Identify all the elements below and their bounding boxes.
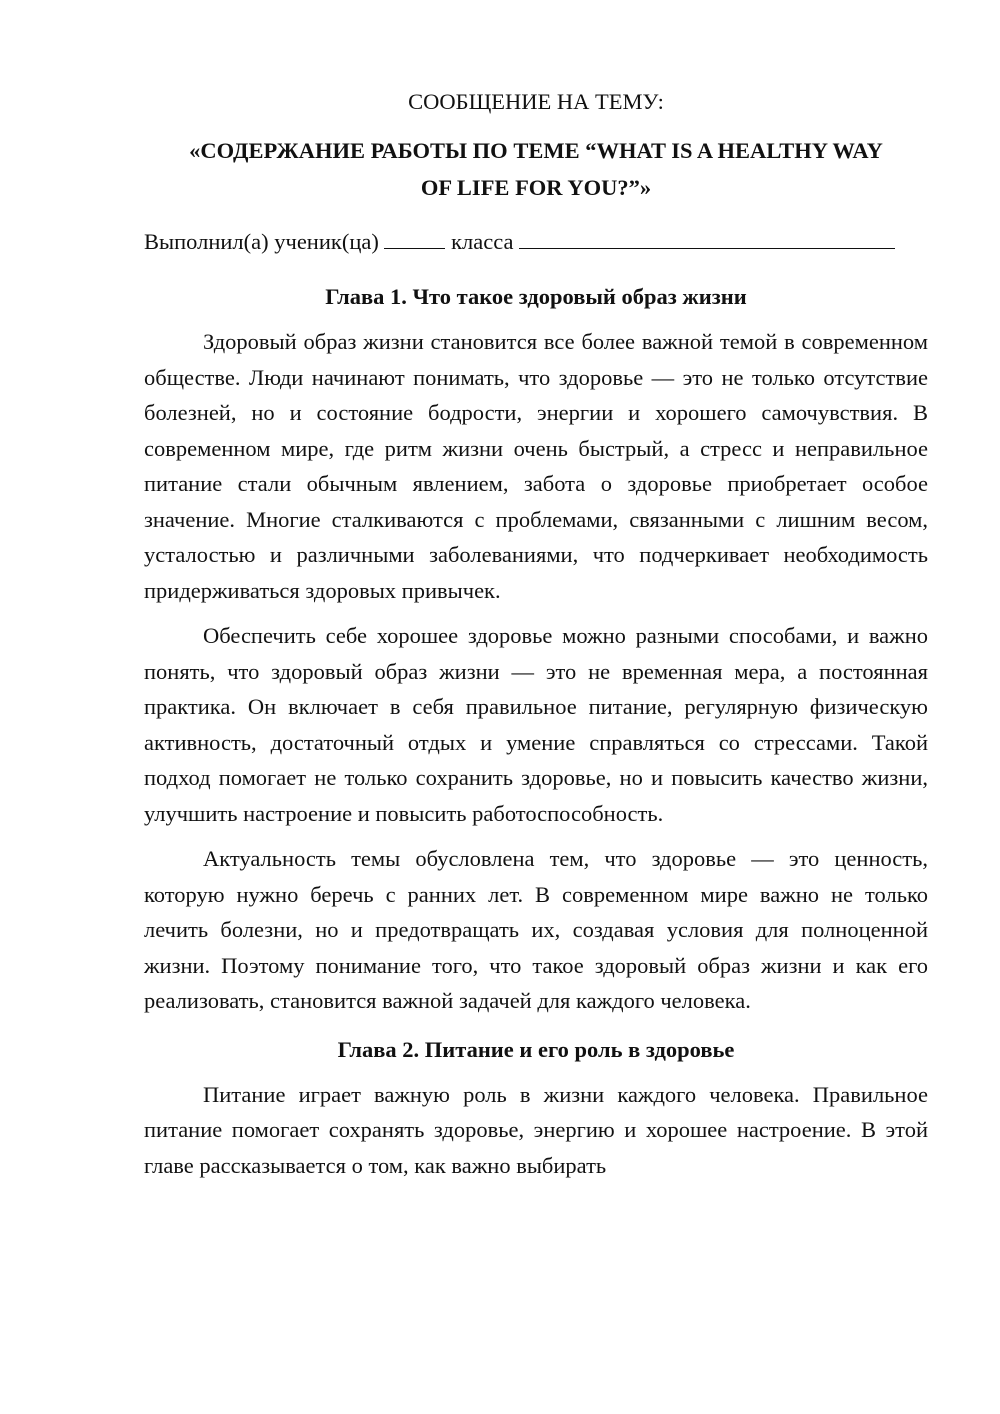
author-line [144,228,928,256]
document-page [144,88,928,1183]
chapter-1-heading: Глава 1. Что такое здоровый образ жизни [325,284,747,309]
chapter-1-paragraph-1: Здоровый образ жизни становится все более важной темой в современном обществе. Люди начинают понимать, что здоровье — это не только отсутствие болезней, но и состояние бодрости, энергии и хорошего самочувствия. В современном мире, где ритм жизни очень быстрый, а стресс и неправильное питание стали обычным явлением, забота о здоровье приобретает особое значение. Многие сталкиваются с проблемами, связанными с лишним весом, усталостью и различными заболеваниями, что подчеркивает необходимость придерживаться здоровых привычек. [144,329,928,603]
chapter-1-paragraph-2: Обеспечить себе хорошее здоровье можно разными способами, и важно понять, что здоровый образ жизни — это не временная мера, а постоянная практика. Он включает в себя правильное питание, регулярную физическую активность, достаточный отдых и умение справляться со стрессами. Такой подход помогает не только сохранить здоровье, но и повысить качество жизни, улучшить настроение и повысить работоспособность. [144,623,928,826]
chapter-2-heading: Глава 2. Питание и его роль в здоровье [337,1036,735,1062]
class-word: класса [451,229,514,254]
document-title-label: СООБЩЕНИЕ НА ТЕМУ: [408,89,664,114]
chapter-2-paragraph-1: Питание играет важную роль в жизни каждого человека. Правильное питание помогает сохранять здоровье, энергию и хорошее настроение. В этой главе рассказывается о том, как важно выбирать [144,1081,928,1178]
author-prefix: Выполнил(а) ученик(ца) [144,229,379,254]
document-topic-line-1: «СОДЕРЖАНИЕ РАБОТЫ ПО ТЕМЕ “WHAT IS A HEALTHY WAY [189,138,883,163]
grade-blank [384,228,445,249]
chapter-1-paragraph-3: Актуальность темы обусловлена тем, что здоровье — это ценность, которую нужно беречь с ранних лет. В современном мире важно не только лечить болезни, но и предотвращать их, создавая условия для полноценной жизни. Поэтому понимание того, что такое здоровый образ жизни и как его реализовать, становится важной задачей для каждого человека. [144,846,928,1013]
document-topic-line-2: OF LIFE FOR YOU?”» [420,175,652,200]
name-blank [519,228,895,249]
